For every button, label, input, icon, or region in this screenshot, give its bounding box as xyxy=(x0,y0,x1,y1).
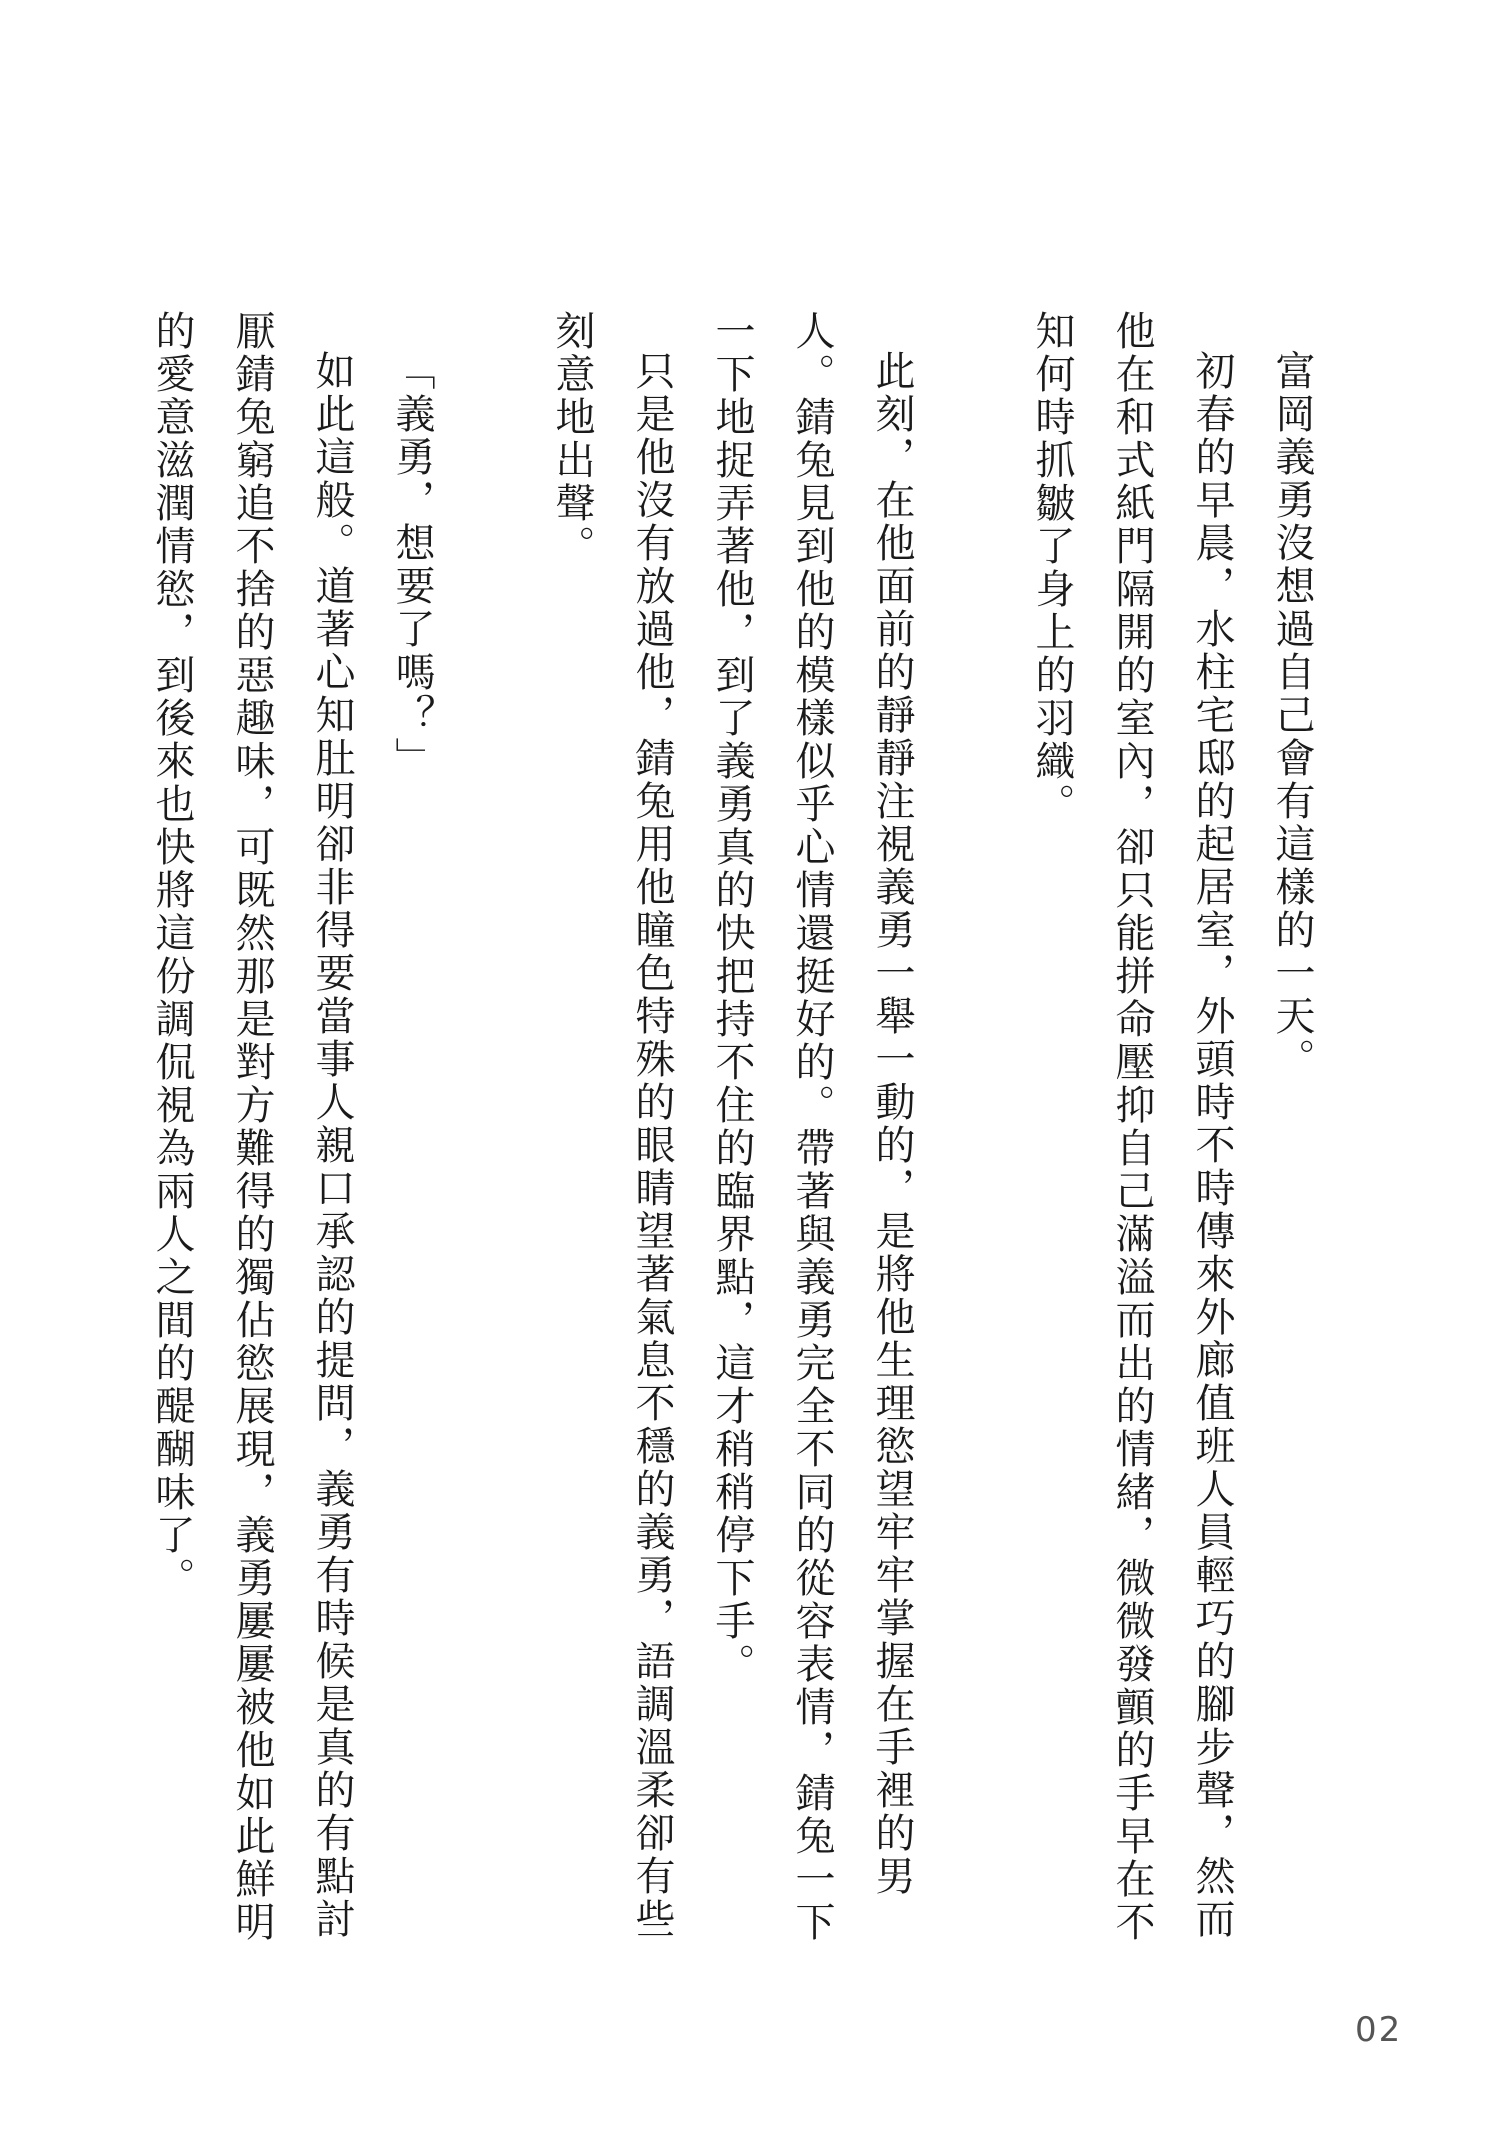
blank-line xyxy=(452,310,532,1950)
paragraph-4: 只是他沒有放過他，錆兔用他瞳色特殊的眼睛望著氣息不穩的義勇，語調溫柔卻有些刻意地出聲。 xyxy=(549,310,675,1941)
paragraph-5: 如此這般。道著心知肚明卻非得要當事人親口承認的提問，義勇有時候是真的有點討厭錆兔窮追不捨的惡趣味，可既然那是對方難得的獨佔慾展現，義勇屢屢被他如此鮮明的愛意滋潤情慾，到後來也快將這份調侃視為兩人之間的醍醐味了。 xyxy=(149,310,355,1944)
paragraph-2: 初春的早晨，水柱宅邸的起居室，外頭時不時傳來外廊值班人員輕巧的腳步聲，然而他在和式紙門隔開的室內，卻只能拼命壓抑自己滿溢而出的情緒，微微發顫的手早在不知何時抓皺了身上的羽織。 xyxy=(1029,310,1235,1944)
paragraph-1: 富岡義勇沒想過自己會有這樣的一天。 xyxy=(1269,350,1315,1081)
page-number: 02 xyxy=(1355,2010,1403,2050)
dialogue-line: 「義勇，想要了嗎？」 xyxy=(389,350,435,780)
paragraph-3: 此刻，在他面前的靜靜注視義勇一舉一動的，是將他生理慾望牢牢掌握在手裡的男人。錆兔見到他的模樣似乎心情還挺好的。帶著與義勇完全不同的從容表情，錆兔一下一下地捉弄著他，到了義勇真的快把持不住的臨界點，這才稍稍停下手。 xyxy=(709,310,915,1944)
vertical-text-body xyxy=(149,310,1332,1950)
blank-line xyxy=(932,310,1012,1950)
